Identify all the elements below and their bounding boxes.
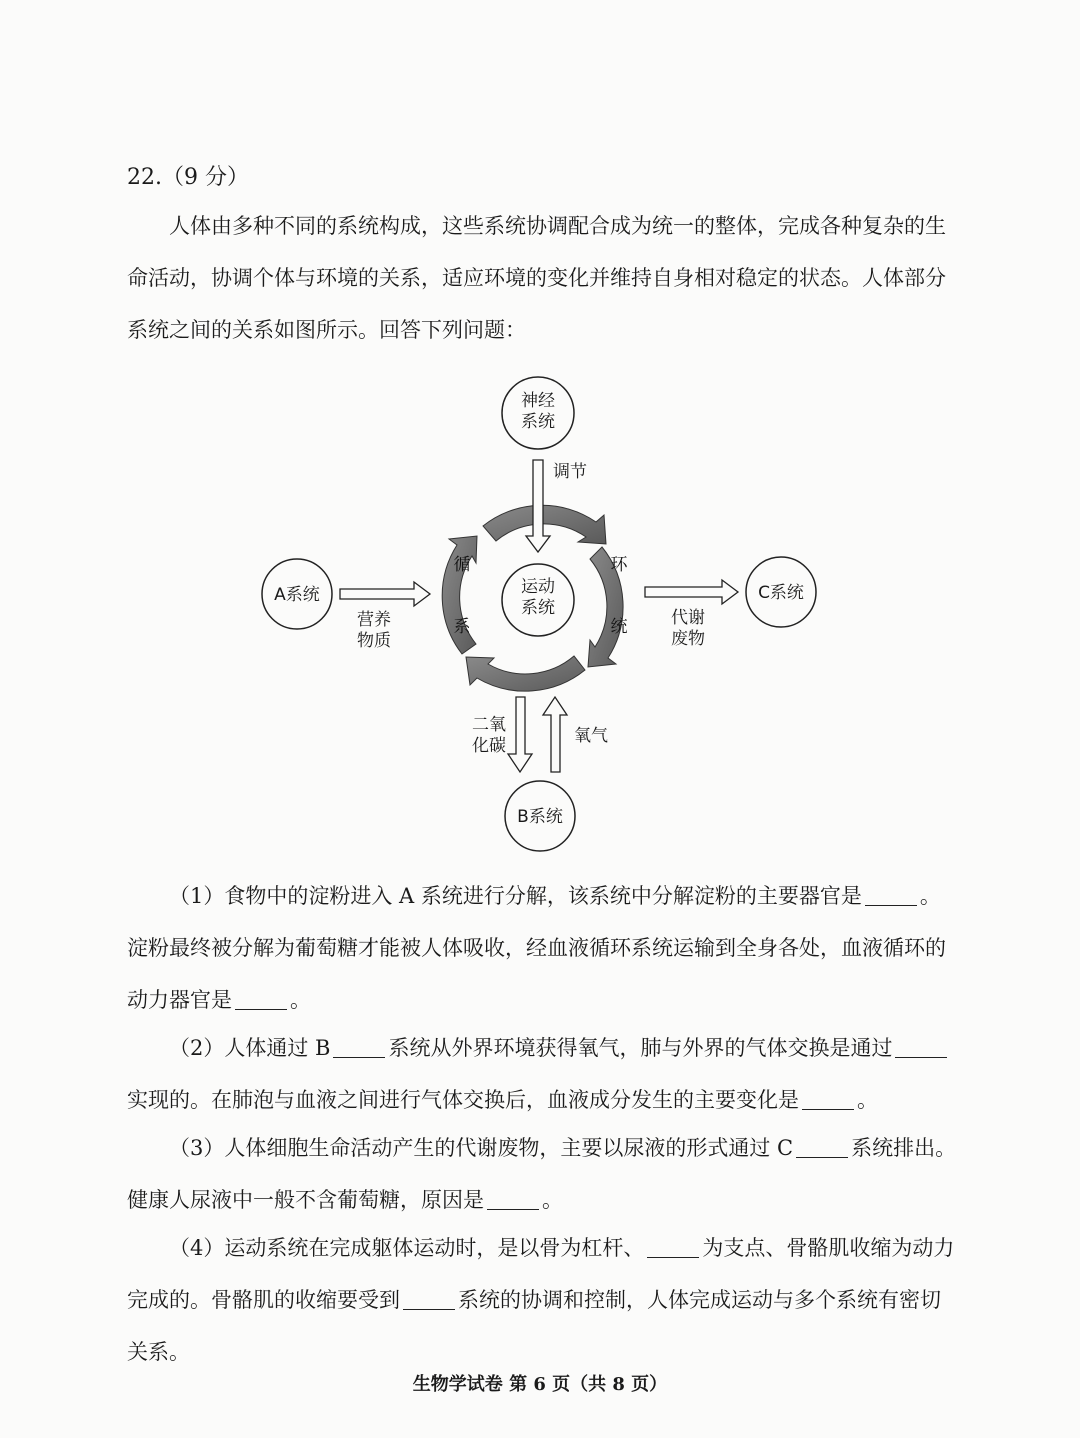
node-a-label: A系统 xyxy=(274,585,320,605)
oxygen-arrow xyxy=(543,697,567,772)
co2-arrow xyxy=(508,697,532,772)
sub-question-4: （4）运动系统在完成躯体运动时，是以骨为杠杆、 为支点、骨骼肌收缩为动力完成的。骨骼肌的收缩要受到 系统的协调和控制，人体完成运动与多个系统有密切关系。 xyxy=(127,1236,955,1364)
center-node-label-2: 系统 xyxy=(521,598,555,618)
body-systems-diagram xyxy=(0,360,1080,860)
label-co2-1: 二氧 xyxy=(472,715,506,735)
sub-question-1: （1）食物中的淀粉进入 A 系统进行分解，该系统中分解淀粉的主要器官是 。淀粉最终被分解为葡萄糖才能被人体吸收，经血液循环系统运输到全身各处，血液循环的动力器官是 。 xyxy=(127,884,946,1012)
answer-blank[interactable] xyxy=(796,1136,848,1158)
label-oxygen: 氧气 xyxy=(574,726,608,746)
top-node-label-1: 神经 xyxy=(521,391,555,411)
sub-question-3: （3）人体细胞生命活动产生的代谢废物，主要以尿液的形式通过 C 系统排出。健康人尿液中一般不含葡萄糖，原因是 。 xyxy=(127,1136,957,1212)
label-nutrient-1: 营养 xyxy=(357,610,391,630)
answer-blank[interactable] xyxy=(865,884,917,906)
question-header xyxy=(127,160,249,191)
waste-arrow xyxy=(645,580,738,604)
sub-question-2: （2）人体通过 B 系统从外界环境获得氧气，肺与外界的气体交换是通过实现的。在肺泡与血液之间进行气体交换后，血液成分发生的主要变化是 。 xyxy=(127,1022,957,1126)
node-b-label: B系统 xyxy=(517,807,563,827)
answer-blank[interactable] xyxy=(403,1288,455,1310)
node-c-label: C系统 xyxy=(758,583,804,603)
answer-blank[interactable] xyxy=(802,1088,854,1110)
question-intro: 人体由多种不同的系统构成，这些系统协调配合成为统一的整体，完成各种复杂的生命活动，协调个体与环境的关系，适应环境的变化并维持自身相对稳定的状态。人体部分系统之间的关系如图所示。回答下列问题： xyxy=(127,214,946,342)
center-node-label-1: 运动 xyxy=(521,577,555,597)
question-points: （9 分） xyxy=(162,165,249,190)
ring-char-1: 循 xyxy=(453,555,471,575)
ring-char-4: 统 xyxy=(610,617,628,637)
label-regulate: 调节 xyxy=(553,462,587,482)
ring-char-3: 系 xyxy=(453,617,471,637)
question-number: 22. xyxy=(127,165,162,190)
label-nutrient-2: 物质 xyxy=(357,631,391,651)
label-waste-2: 废物 xyxy=(671,629,705,649)
answer-blank[interactable] xyxy=(333,1036,385,1058)
answer-blank[interactable] xyxy=(647,1236,699,1258)
top-node-label-2: 系统 xyxy=(521,412,555,432)
page-footer: 生物学试卷 第 6 页（共 8 页） xyxy=(412,1374,668,1395)
answer-blank[interactable] xyxy=(895,1036,947,1058)
answer-blank[interactable] xyxy=(235,988,287,1010)
label-waste-1: 代谢 xyxy=(671,608,705,628)
answer-blank[interactable] xyxy=(487,1188,539,1210)
ring-char-2: 环 xyxy=(610,555,628,575)
label-co2-2: 化碳 xyxy=(472,736,506,756)
nutrient-arrow xyxy=(340,582,430,606)
